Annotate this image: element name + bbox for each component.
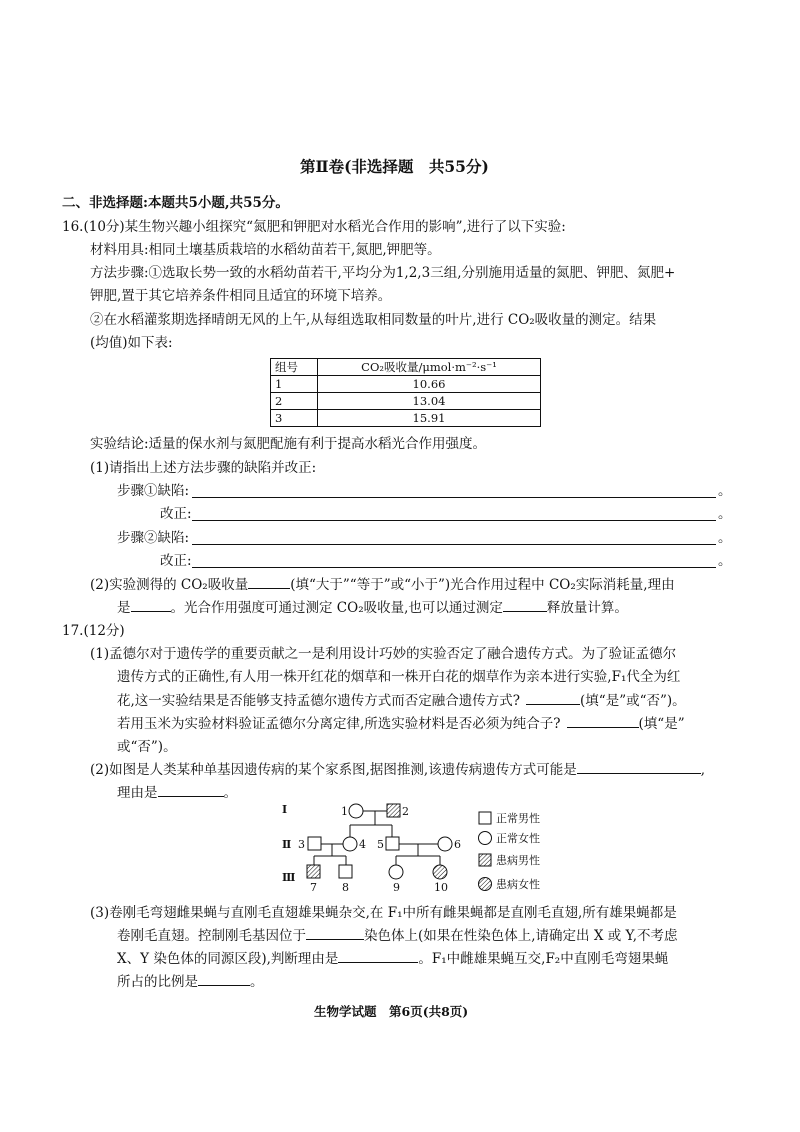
answer-blank[interactable] — [338, 961, 418, 963]
q16-step2-line1: ②在水稻灌浆期选择晴朗无风的上午,从每组选取相同数量的叶片,进行 CO₂吸收量的测定。结果 — [90, 312, 657, 328]
text: , — [700, 762, 706, 778]
q16-part1: (1)请指出上述方法步骤的缺陷并改正: — [90, 460, 317, 476]
id-label: 4 — [359, 838, 366, 851]
q17-part1-line4 — [117, 716, 685, 732]
table-cell: 10.66 — [318, 376, 541, 393]
q17-part3-line3 — [117, 951, 668, 967]
individual-1 — [349, 804, 363, 818]
text: X、Y 染色体的同源区段),判断理由是 — [117, 951, 339, 967]
q17-part1-line3 — [117, 693, 686, 709]
answer-blank[interactable] — [131, 610, 171, 612]
individual-9 — [389, 865, 403, 879]
id-label: 7 — [310, 881, 317, 894]
individual-8 — [339, 865, 352, 878]
text: 。 — [223, 785, 237, 801]
text: (2)实验测得的 CO₂吸收量 — [90, 577, 249, 593]
co2-table — [270, 358, 541, 427]
pedigree-chart — [280, 798, 560, 898]
text: 。F₁中雌雄果蝇互交,F₂中直刚毛弯翅果蝇 — [418, 951, 669, 967]
q17-part1-line1: (1)孟德尔对于遗传学的重要贡献之一是利用设计巧妙的实验否定了融合遗传方式。为了验证孟德尔 — [90, 646, 677, 662]
individual-6 — [438, 837, 452, 851]
section-title: 第Ⅱ卷(非选择题 共55分) — [300, 157, 489, 176]
individual-3 — [308, 837, 321, 850]
end-mark: 。 — [718, 506, 732, 522]
legend-label: 正常女性 — [496, 832, 540, 845]
q16-step1-line2: 钾肥,置于其它培养条件相同且适宜的环境下培养。 — [90, 288, 392, 304]
q16-part2-line2 — [117, 600, 628, 616]
answer-label: 改正: — [160, 506, 192, 522]
table-row — [271, 393, 541, 410]
individual-7 — [307, 865, 320, 878]
q17-part2-line1 — [90, 762, 705, 778]
q17-part1-line5: 或“否”)。 — [117, 739, 177, 755]
text: 花,这一实验结果是否能够支持孟德尔遗传方式而否定融合遗传方式? — [117, 693, 521, 709]
answer-blank[interactable] — [526, 703, 580, 705]
answer-label: 步骤②缺陷: — [117, 530, 190, 546]
answer-blank[interactable] — [192, 520, 716, 521]
id-label: 10 — [434, 881, 448, 894]
gen-label-3: Ⅲ — [282, 871, 296, 884]
table-cell: 3 — [271, 410, 318, 427]
q17-part3-line2 — [117, 928, 678, 944]
individual-5 — [386, 837, 399, 850]
id-label: 3 — [298, 838, 305, 851]
legend-label: 正常男性 — [496, 812, 540, 825]
text: (填“是”或“否”)。 — [580, 693, 686, 709]
answer-blank[interactable] — [192, 544, 716, 545]
page-footer: 生物学试题 第6页(共8页) — [314, 1004, 469, 1019]
legend-label: 患病女性 — [496, 878, 540, 891]
text: 是 — [117, 600, 131, 616]
gen-label-1: Ⅰ — [282, 803, 288, 816]
text: 。光合作用强度可通过测定 CO₂吸收量,也可以通过测定 — [170, 600, 503, 616]
answer-label: 步骤①缺陷: — [117, 483, 190, 499]
id-label: 1 — [341, 805, 348, 818]
answer-blank[interactable] — [192, 497, 716, 498]
legend-affected-male-icon — [479, 854, 491, 866]
q16-materials: 材料用具:相同土壤基质栽培的水稻幼苗若干,氮肥,钾肥等。 — [90, 242, 441, 258]
text: (填“大于”“等于”或“小于”)光合作用过程中 CO₂实际消耗量,理由 — [290, 577, 675, 593]
id-label: 5 — [377, 838, 384, 851]
section-label: 二、非选择题:本题共5小题,共55分。 — [62, 195, 289, 211]
answer-label: 改正: — [160, 553, 192, 569]
answer-blank[interactable] — [192, 567, 716, 568]
end-mark: 。 — [718, 553, 732, 569]
text: 若用玉米为实验材料验证孟德尔分离定律,所选实验材料是否必须为纯合子? — [117, 716, 561, 732]
answer-blank[interactable] — [248, 587, 290, 589]
table-row — [271, 410, 541, 427]
answer-blank[interactable] — [198, 984, 250, 986]
text: 所占的比例是 — [117, 974, 198, 990]
id-label: 2 — [402, 805, 409, 818]
answer-blank[interactable] — [306, 938, 364, 940]
id-label: 6 — [454, 838, 461, 851]
text: 染色体上(如果在性染色体上,请确定出 X 或 Y,不考虑 — [364, 928, 678, 944]
table-cell: 15.91 — [318, 410, 541, 427]
q17-part3-line1: (3)卷刚毛弯翅雌果蝇与直刚毛直翅雄果蝇杂交,在 F₁中所有雌果蝇都是直刚毛直翅,所有雄果蝇都是 — [90, 905, 677, 921]
table-header-cell: 组号 — [271, 359, 318, 376]
q17-part2-line2 — [117, 785, 237, 801]
gen-label-2: Ⅱ — [282, 838, 292, 851]
text: 理由是 — [117, 785, 158, 801]
q16-part2-line1 — [90, 577, 675, 593]
legend-affected-female-icon — [479, 878, 492, 891]
text: (2)如图是人类某种单基因遗传病的某个家系图,据图推测,该遗传病遗传方式可能是 — [90, 762, 577, 778]
q16-intro: 16.(10分)某生物兴趣小组探究“氮肥和钾肥对水稻光合作用的影响”,进行了以下实验: — [62, 219, 566, 235]
table-header-cell: CO₂吸收量/μmol·m⁻²·s⁻¹ — [318, 359, 541, 376]
table-cell: 2 — [271, 393, 318, 410]
text: 。 — [250, 974, 264, 990]
end-mark: 。 — [718, 530, 732, 546]
text: (填“是” — [638, 716, 685, 732]
individual-2 — [387, 804, 400, 817]
individual-4 — [343, 837, 357, 851]
end-mark: 。 — [718, 483, 732, 499]
answer-blank[interactable] — [567, 726, 639, 728]
legend-normal-female-icon — [479, 832, 492, 845]
q16-step1-line1: 方法步骤:①选取长势一致的水稻幼苗若干,平均分为1,2,3三组,分别施用适量的氮肥、钾肥、氮肥+ — [90, 265, 676, 281]
q16-step2-line2: (均值)如下表: — [90, 335, 173, 351]
individual-10 — [433, 865, 447, 879]
legend-label: 患病男性 — [496, 854, 540, 867]
id-label: 9 — [393, 881, 400, 894]
q17-part1-line2: 遗传方式的正确性,有人用一株开红花的烟草和一株开白花的烟草作为亲本进行实验,F₁代全为红 — [117, 669, 681, 685]
answer-blank[interactable] — [158, 795, 224, 797]
answer-blank[interactable] — [577, 772, 701, 774]
table-cell: 1 — [271, 376, 318, 393]
q16-conclusion: 实验结论:适量的保水剂与氮肥配施有利于提高水稻光合作用强度。 — [90, 436, 487, 452]
table-cell: 13.04 — [318, 393, 541, 410]
text: 释放量计算。 — [546, 600, 628, 616]
q17-intro: 17.(12分) — [62, 623, 125, 639]
q17-part3-line4 — [117, 974, 264, 990]
text: 卷刚毛直翅。控制刚毛基因位于 — [117, 928, 306, 944]
legend-normal-male-icon — [479, 812, 491, 824]
answer-blank[interactable] — [503, 610, 547, 612]
id-label: 8 — [342, 881, 349, 894]
table-row — [271, 376, 541, 393]
table-header-row — [271, 359, 541, 376]
